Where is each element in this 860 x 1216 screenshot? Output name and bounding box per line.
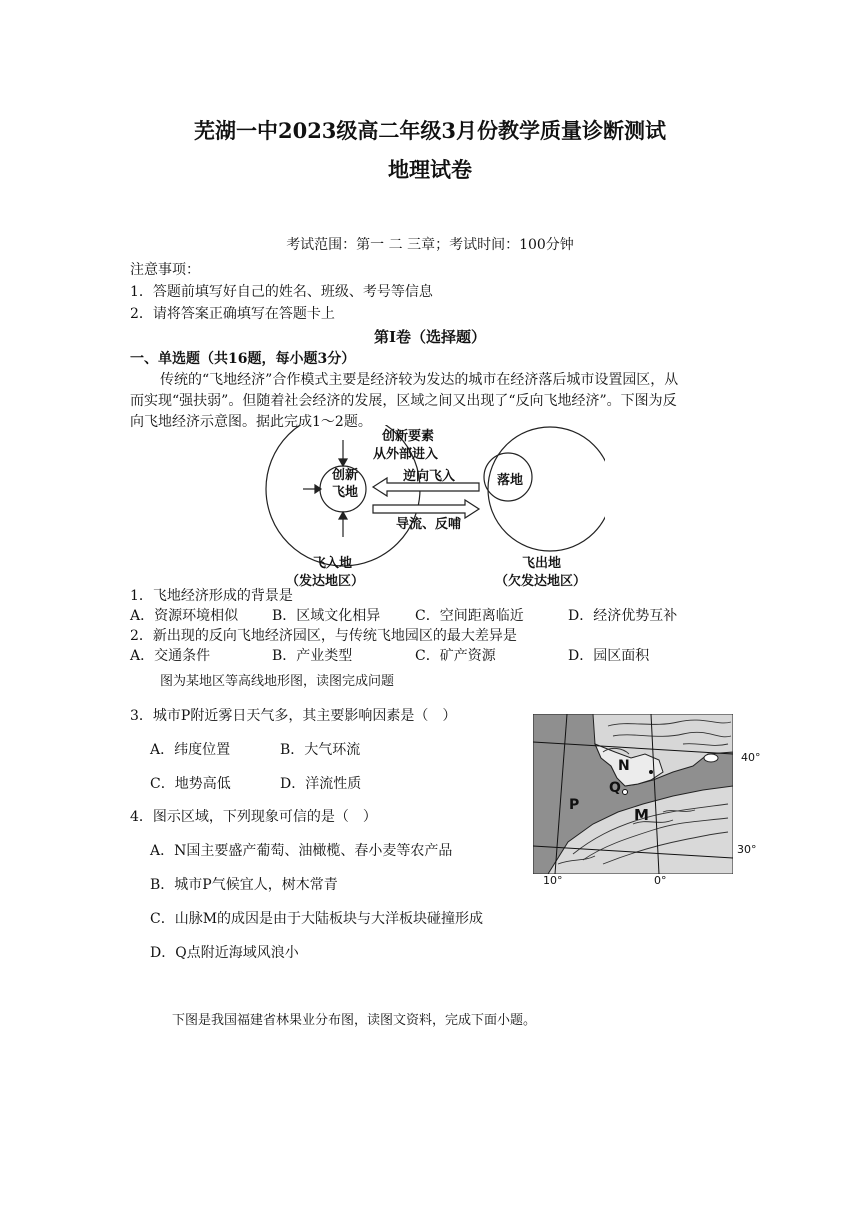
- passage-line: 向飞地经济示意图。据此完成1～2题。: [130, 414, 372, 430]
- map-label-p: P: [569, 797, 580, 813]
- island: [704, 754, 718, 762]
- diagram-left-caption: （发达地区）: [286, 574, 365, 589]
- diagram-top-label: 从外部进入: [373, 447, 439, 462]
- diagram-right-caption: 飞出地: [522, 556, 562, 571]
- contour-map: [533, 714, 733, 874]
- passage-line: 而实现“强扶弱”。但随着社会经济的发展，区域之间又出现了“反向飞地经济”。下图为反: [130, 393, 677, 409]
- option[interactable]: A．N国主要盛产葡萄、油橄榄、春小麦等农产品: [150, 843, 453, 859]
- exam-subtitle: 地理试卷: [388, 157, 472, 182]
- option[interactable]: D．经济优势互补: [568, 608, 678, 624]
- diagram-top-label: 创新要素: [382, 429, 435, 444]
- exam-title: 芜湖一中2023级高二年级3月份教学质量诊断测试: [193, 118, 667, 143]
- passage-line: 传统的“飞地经济”合作模式主要是经济较为发达的城市在经济落后城市设置园区，从: [160, 372, 679, 388]
- map-label-m: M: [634, 806, 649, 824]
- map-intro: 图为某地区等高线地形图，读图完成问题: [160, 674, 395, 689]
- diagram-inner-right: 落地: [497, 473, 524, 488]
- option[interactable]: B．产业类型: [272, 648, 353, 664]
- notes-heading: 注意事项：: [130, 262, 200, 278]
- city-marker-n: [649, 770, 653, 774]
- question-stem: 3．城市P附近雾日天气多，其主要影响因素是（ ）: [130, 708, 457, 724]
- option[interactable]: A．资源环境相似: [130, 608, 239, 624]
- lat-label-40: 40°: [741, 751, 761, 764]
- diagram-left-caption: 飞入地: [313, 556, 353, 571]
- question-stem: 1．飞地经济形成的背景是: [130, 588, 293, 604]
- map-label-q: Q: [609, 780, 621, 796]
- question-stem: 2．新出现的反向飞地经济园区，与传统飞地园区的最大差异是: [130, 628, 517, 644]
- diagram-inner-left: 飞地: [332, 485, 359, 500]
- outflow-region-circle: [488, 427, 605, 551]
- option[interactable]: D．Q点附近海域风浪小: [150, 945, 299, 961]
- diagram-right-caption: （欠发达地区）: [495, 574, 587, 589]
- lon-label-10: 10°: [543, 874, 563, 887]
- note-item: 2．请将答案正确填写在答题卡上: [130, 306, 335, 322]
- option[interactable]: D．洋流性质: [280, 776, 362, 792]
- note-item: 1．答题前填写好自己的姓名、班级、考号等信息: [130, 284, 433, 300]
- map-label-n: N: [618, 758, 630, 774]
- city-marker-p: [623, 790, 628, 795]
- question-stem: 4．图示区域，下列现象可信的是（ ）: [130, 809, 377, 825]
- section-title: 第I卷（选择题）: [373, 328, 487, 346]
- passage-intro: 下图是我国福建省林果业分布图，读图文资料，完成下面小题。: [172, 1013, 537, 1028]
- option[interactable]: A．纬度位置: [150, 742, 231, 758]
- option[interactable]: B．区域文化相异: [272, 608, 381, 624]
- option[interactable]: B．城市P气候宜人，树木常青: [150, 877, 338, 893]
- option[interactable]: A．交通条件: [130, 648, 211, 664]
- diagram-arrow-top-label: 逆向飞入: [403, 469, 456, 484]
- option[interactable]: B．大气环流: [280, 742, 361, 758]
- option[interactable]: C．矿产资源: [415, 648, 496, 664]
- option[interactable]: C．空间距离临近: [415, 608, 524, 624]
- option[interactable]: C．地势高低: [150, 776, 231, 792]
- lon-label-0: 0°: [654, 874, 667, 887]
- lat-label-30: 30°: [737, 843, 757, 856]
- option[interactable]: C．山脉M的成因是由于大陆板块与大洋板块碰撞形成: [150, 911, 484, 927]
- diagram-arrow-bottom-label: 导流、反哺: [396, 517, 462, 532]
- section-part: 一、单选题（共16题，每小题3分）: [130, 351, 356, 367]
- diagram-inner-left: 创新: [332, 468, 359, 483]
- exam-info: 考试范围：第一 二 三章；考试时间：100分钟: [286, 237, 574, 253]
- option[interactable]: D．园区面积: [568, 648, 650, 664]
